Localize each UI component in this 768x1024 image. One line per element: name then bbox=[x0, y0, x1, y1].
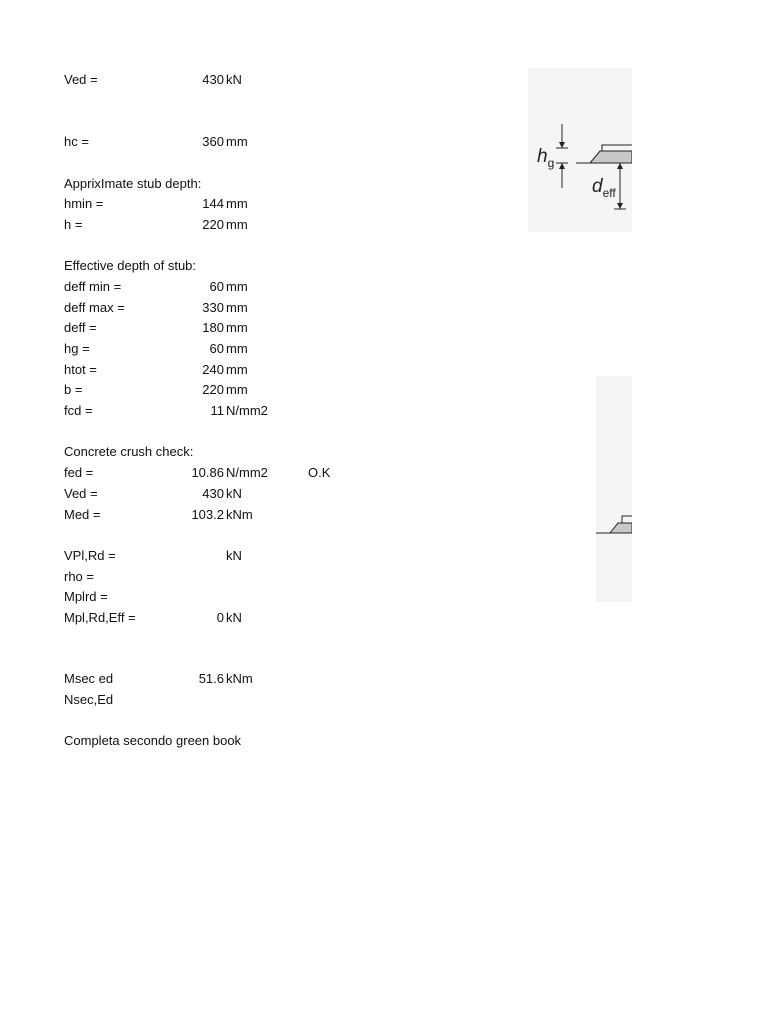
parameter-value: 330 bbox=[202, 300, 224, 315]
parameter-unit: kN bbox=[226, 610, 242, 625]
parameter-unit: kN bbox=[226, 548, 242, 563]
stub-base-figure bbox=[596, 376, 632, 602]
grout-depth-figure bbox=[528, 68, 632, 232]
parameter-value: 430 bbox=[202, 486, 224, 501]
parameter-value-cell bbox=[120, 133, 224, 151]
parameter-unit: kNm bbox=[226, 507, 253, 522]
parameter-unit: N/mm2 bbox=[226, 465, 268, 480]
parameter-label: hc = bbox=[64, 134, 89, 149]
parameter-unit: mm bbox=[226, 341, 248, 356]
parameter-value-cell bbox=[120, 670, 224, 688]
parameter-value: 11 bbox=[210, 403, 224, 418]
parameter-label: hg = bbox=[64, 341, 90, 356]
parameter-value-cell bbox=[120, 71, 224, 89]
parameter-value: 430 bbox=[202, 72, 224, 87]
parameter-label: rho = bbox=[64, 569, 94, 584]
check-status: O.K bbox=[308, 465, 331, 480]
parameter-value-cell bbox=[120, 402, 224, 420]
parameter-value: 180 bbox=[202, 320, 224, 335]
parameter-unit: mm bbox=[226, 196, 248, 211]
parameter-label: Med = bbox=[64, 507, 101, 522]
parameter-label: Mpl,Rd,Eff = bbox=[64, 610, 136, 625]
parameter-label: deff min = bbox=[64, 279, 122, 294]
section-heading: Effective depth of stub: bbox=[64, 258, 197, 273]
parameter-unit: mm bbox=[226, 300, 248, 315]
parameter-unit: mm bbox=[226, 134, 248, 149]
parameter-value-cell bbox=[120, 195, 224, 213]
parameter-label: deff max = bbox=[64, 300, 125, 315]
parameter-value-cell bbox=[120, 547, 224, 565]
deff-symbol bbox=[592, 176, 616, 200]
parameter-label: Nsec,Ed bbox=[64, 692, 114, 707]
section-heading: Completa secondo green book bbox=[64, 733, 242, 748]
parameter-label: fcd = bbox=[64, 403, 93, 418]
parameter-value-cell bbox=[120, 216, 224, 234]
parameter-unit: mm bbox=[226, 217, 248, 232]
parameter-unit: mm bbox=[226, 320, 248, 335]
parameter-label: Mplrd = bbox=[64, 589, 108, 604]
parameter-value: 240 bbox=[202, 362, 224, 377]
parameter-unit: kNm bbox=[226, 671, 253, 686]
parameter-label: Msec ed bbox=[64, 671, 114, 686]
parameter-label: h = bbox=[64, 217, 83, 232]
parameter-value-cell bbox=[120, 588, 224, 606]
parameter-value: 10.86 bbox=[191, 465, 224, 480]
parameter-value-cell bbox=[120, 506, 224, 524]
parameter-label: hmin = bbox=[64, 196, 104, 211]
parameter-label: b = bbox=[64, 382, 83, 397]
parameter-label: Ved = bbox=[64, 72, 98, 87]
parameter-value: 51.6 bbox=[198, 671, 224, 686]
parameter-value: 60 bbox=[209, 341, 224, 356]
section-heading: Concrete crush check: bbox=[64, 444, 194, 459]
parameter-label: htot = bbox=[64, 362, 97, 377]
parameter-value: 60 bbox=[209, 279, 224, 294]
parameter-unit: mm bbox=[226, 362, 248, 377]
hg-letter: h bbox=[537, 146, 548, 167]
parameter-value-cell bbox=[120, 691, 224, 709]
parameter-value-cell bbox=[120, 464, 224, 482]
deff-letter: d bbox=[592, 176, 603, 197]
parameter-value: 220 bbox=[202, 217, 224, 232]
parameter-value-cell bbox=[120, 278, 224, 296]
parameter-value-cell bbox=[120, 340, 224, 358]
parameter-value-cell bbox=[120, 381, 224, 399]
hg-symbol bbox=[537, 146, 554, 170]
parameter-unit: mm bbox=[226, 382, 248, 397]
parameter-value: 144 bbox=[202, 196, 224, 211]
parameter-unit: kN bbox=[226, 486, 242, 501]
parameter-value-cell bbox=[120, 568, 224, 586]
parameter-label: VPl,Rd = bbox=[64, 548, 116, 563]
parameter-value-cell bbox=[120, 609, 224, 627]
parameter-value-cell bbox=[120, 299, 224, 317]
parameter-value: 360 bbox=[202, 134, 224, 149]
hg-subscript: g bbox=[547, 156, 555, 170]
parameter-value: 220 bbox=[202, 382, 224, 397]
parameter-value: 103.2 bbox=[191, 507, 224, 522]
parameter-value-cell bbox=[120, 361, 224, 379]
parameter-unit: mm bbox=[226, 279, 248, 294]
parameter-label: fed = bbox=[64, 465, 94, 480]
parameter-unit: N/mm2 bbox=[226, 403, 268, 418]
parameter-value: 0 bbox=[216, 610, 224, 625]
parameter-label: Ved = bbox=[64, 486, 98, 501]
section-heading: ApprixImate stub depth: bbox=[64, 176, 202, 191]
parameter-unit: kN bbox=[226, 72, 242, 87]
parameter-label: deff = bbox=[64, 320, 97, 335]
deff-subscript: eff bbox=[602, 186, 616, 200]
parameter-value-cell bbox=[120, 485, 224, 503]
parameter-value-cell bbox=[120, 319, 224, 337]
